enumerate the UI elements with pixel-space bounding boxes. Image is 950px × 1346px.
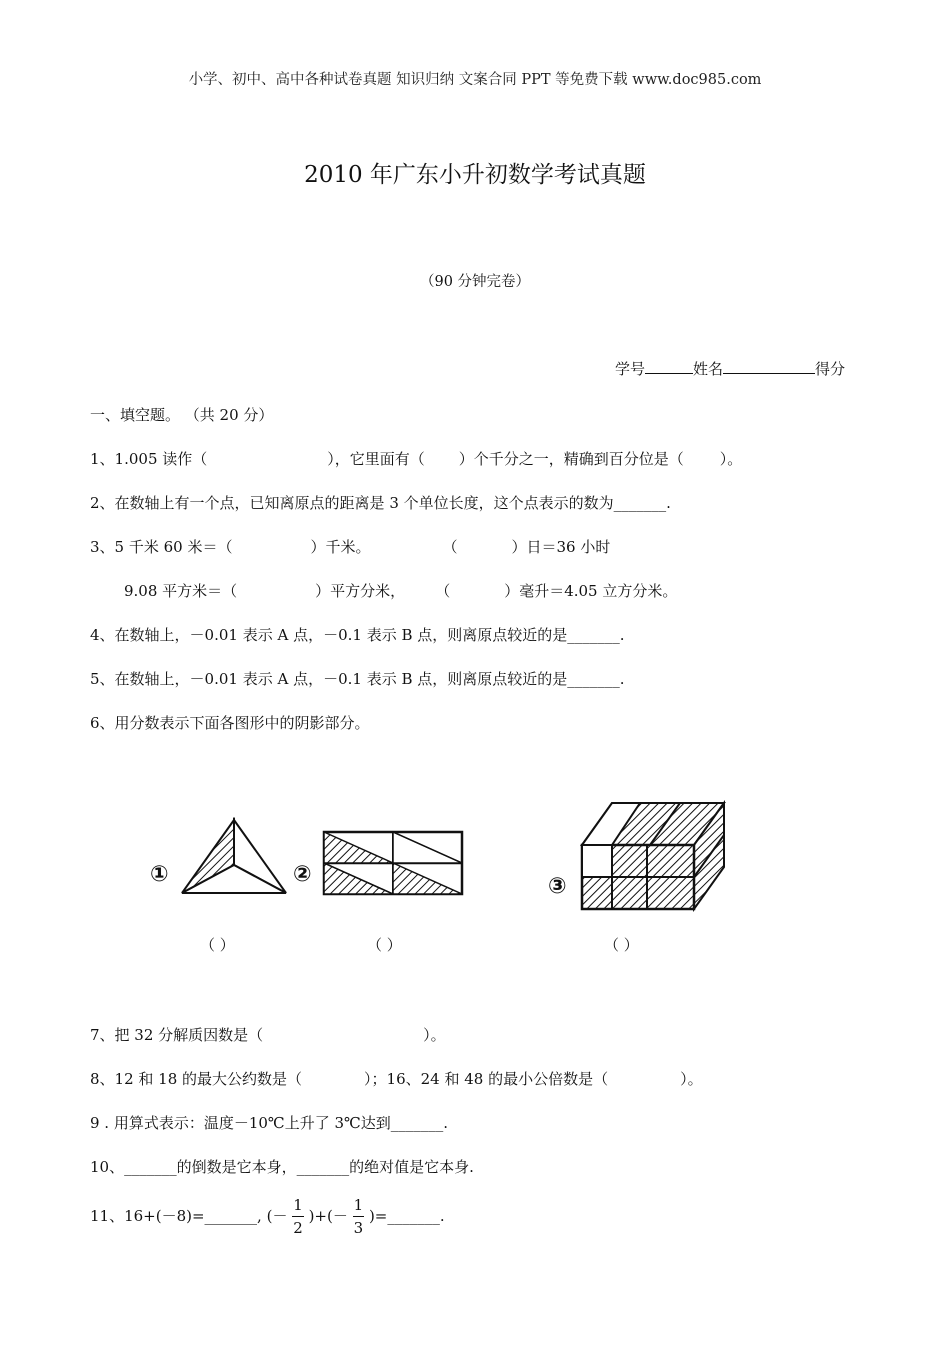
figure-3-cuboid: [582, 803, 724, 909]
time-limit: （90 分钟完卷）: [419, 274, 531, 290]
student-info: [615, 358, 845, 379]
q8-part: 8、12 和 18 的最大公约数是（: [90, 1070, 303, 1088]
question-6: 6、用分数表示下面各图形中的阴影部分。: [90, 714, 370, 732]
figure-3-answer: （ ）: [604, 936, 639, 954]
figure-1-label: ①: [150, 862, 169, 887]
q3b-part: （: [435, 582, 451, 600]
q3-part: ）千米。: [310, 538, 371, 556]
question-3: [90, 536, 610, 557]
question-4: 4、在数轴上，－0.01 表示 A 点，－0.1 表示 B 点，则离原点较近的是_______.: [90, 626, 625, 644]
q3-part: ）日＝36 小时: [511, 538, 611, 556]
q11-part: )=_______.: [368, 1207, 445, 1225]
question-2: 2、在数轴上有一个点，已知离原点的距离是 3 个单位长度，这个点表示的数为_______.: [90, 494, 671, 512]
q11-part: 11、16+(－8)=_______, (－: [90, 1207, 288, 1225]
q1-part: 1、1.005 读作（: [90, 450, 208, 468]
question-10: 10、_______的倒数是它本身，_______的绝对值是它本身.: [90, 1158, 474, 1176]
name-blank: [723, 359, 815, 374]
q7-part: ）。: [423, 1026, 446, 1044]
question-1: [90, 448, 742, 469]
name-label: 姓名: [693, 360, 724, 378]
shaded-figures: [140, 795, 740, 920]
id-blank: [645, 359, 693, 374]
figure-2-rectangle: [324, 832, 462, 894]
q3b-part: ）平方分米，: [315, 582, 406, 600]
figure-3-label: ③: [548, 874, 567, 899]
q3-part: 3、5 千米 60 米＝（: [90, 538, 233, 556]
question-11: [90, 1198, 445, 1236]
fraction-one-third: $\frac{1}{3}$: [353, 1196, 364, 1237]
q1-part: ）个千分之一，精确到百分位是（: [458, 450, 684, 468]
q3-part: （: [442, 538, 458, 556]
q1-part: ）。: [719, 450, 743, 468]
question-8: [90, 1068, 703, 1089]
section-title: 一、填空题。 （共 20 分）: [90, 406, 274, 424]
q1-part: ），它里面有（: [327, 450, 425, 468]
figure-1-answer: （ ）: [200, 936, 235, 954]
q8-part: ）；16、24 和 48 的最小公倍数是（: [364, 1070, 609, 1088]
question-9: 9 . 用算式表示：温度－10℃上升了 3℃达到_______.: [90, 1114, 449, 1132]
figure-2-label: ②: [293, 862, 312, 887]
q8-part: ）。: [680, 1070, 703, 1088]
q7-part: 7、把 32 分解质因数是（: [90, 1026, 264, 1044]
figure-2-answer: （ ）: [367, 936, 402, 954]
id-label: 学号: [615, 360, 646, 378]
question-5: 5、在数轴上，－0.01 表示 A 点，－0.1 表示 B 点，则离原点较近的是_______.: [90, 670, 625, 688]
q3b-part: ）毫升＝4.05 立方分米。: [504, 582, 678, 600]
question-3-continued: [124, 580, 677, 601]
score-label: 得分: [815, 360, 846, 378]
page-title: 2010 年广东小升初数学考试真题: [304, 162, 646, 188]
q3b-part: 9.08 平方米＝（: [124, 582, 238, 600]
figure-1-triangle: [182, 820, 286, 893]
q11-part: )+(－: [308, 1207, 348, 1225]
fraction-one-half: $\frac{1}{2}$: [293, 1196, 303, 1237]
page-header: 小学、初中、高中各种试卷真题 知识归纳 文案合同 PPT 等免费下载 www.doc985.com: [188, 72, 762, 88]
question-7: [90, 1024, 446, 1045]
